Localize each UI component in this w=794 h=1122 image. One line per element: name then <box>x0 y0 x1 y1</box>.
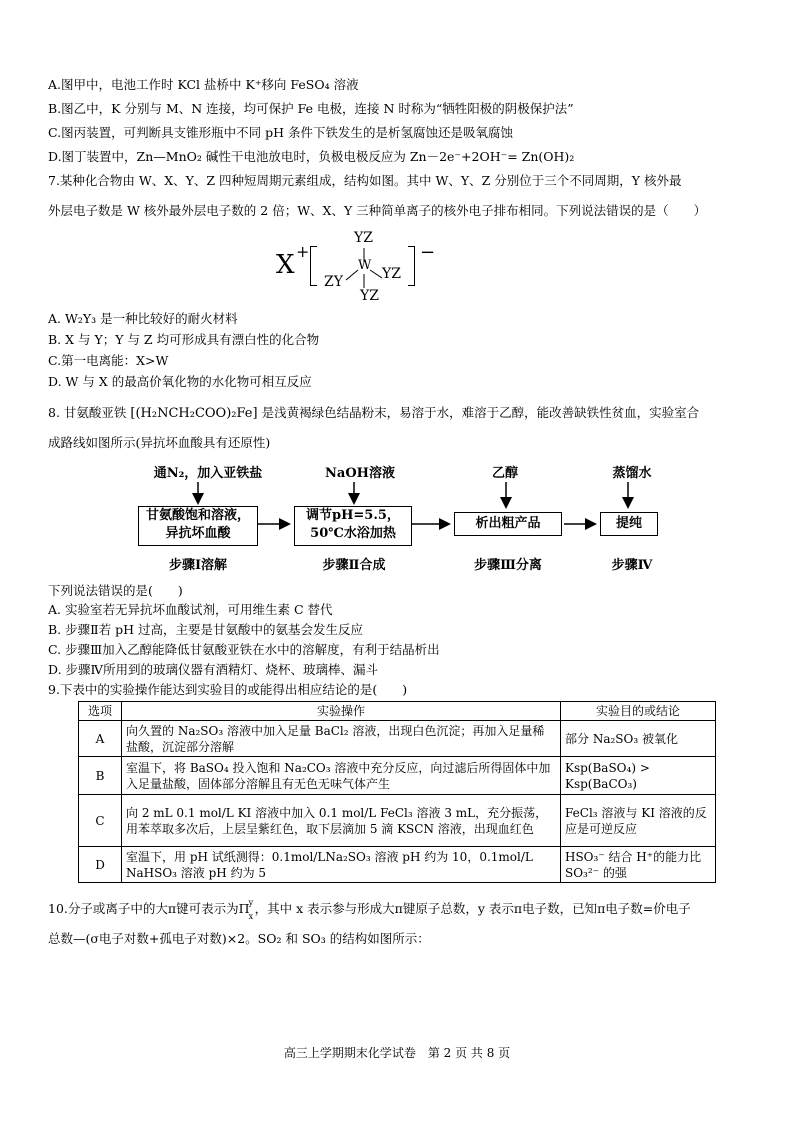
q9-header-option: 选项 <box>79 702 122 721</box>
q9-row-d-operation: 室温下，用 pH 试纸测得：0.1mol/LNa₂SO₃ 溶液 pH 约为 10，0.1mol/L NaHSO₃ 溶液 pH 约为 5 <box>122 847 561 883</box>
flow-box-purify <box>600 512 658 536</box>
q8-stem-line2: 成路线如图所示(异抗坏血酸具有还原性) <box>48 435 271 450</box>
q9-row-b-operation: 室温下，将 BaSO₄ 投入饱和 Na₂CO₃ 溶液中充分反应，向过滤后所得固体中加入足量盐酸，固体部分溶解且有无色无味气体产生 <box>122 757 561 795</box>
table-row <box>79 847 716 883</box>
q9-row-a-operation: 向久置的 Na₂SO₃ 溶液中加入足量 BaCl₂ 溶液，出现白色沉淀；再加入足量稀盐酸，沉淀部分溶解 <box>122 721 561 757</box>
flow-box-2-line2: 50℃水浴加热 <box>310 526 396 541</box>
q8-question: 下列说法错误的是( ) <box>48 583 183 598</box>
structure-right-ligand: YZ <box>382 266 401 282</box>
q9-header-row <box>79 702 716 721</box>
q8-option-a: A. 实验室若无异抗坏血酸试剂，可用维生素 C 替代 <box>48 602 333 617</box>
page-footer: 高三上学期期末化学试卷 第 2 页 共 8 页 <box>283 1046 511 1060</box>
q10-line2: 总数—(σ电子对数+孤电子对数)×2。SO₂ 和 SO₃ 的结构如图所示： <box>48 931 430 946</box>
q7-structure-diagram <box>272 228 452 308</box>
flow-step-2: 步骤Ⅱ合成 <box>322 558 386 573</box>
structure-cation: X <box>276 250 295 280</box>
q7-stem-line1: 7.某种化合物由 W、X、Y、Z 四种短周期元素组成，结构如图。其中 W、Y、Z 分别位于三个不同周期，Y 核外最 <box>48 173 682 188</box>
pi-subscript: x <box>248 912 254 921</box>
structure-top-ligand: YZ <box>354 230 373 246</box>
q6-option-a: A.图甲中，电池工作时 KCl 盐桥中 K⁺移向 FeSO₄ 溶液 <box>48 77 359 92</box>
pi-superscript: y <box>248 898 254 907</box>
flow-input-1: 通N₂，加入亚铁盐 <box>153 466 263 481</box>
q9-row-c-operation: 向 2 mL 0.1 mol/L KI 溶液中加入 0.1 mol/L FeCl₃ 溶液 3 mL，充分振荡，用苯萃取多次后，上层呈紫红色，取下层滴加 5 滴 KSCN 溶液，出现血红色 <box>122 795 561 847</box>
q8-prefix: 8. 甘氨酸亚铁 <box>48 405 127 420</box>
flow-box-synthesis <box>294 506 412 546</box>
flow-step-1: 步骤Ⅰ溶解 <box>168 558 228 573</box>
q8-stem-line1 <box>48 404 699 423</box>
flow-input-2: NaOH溶液 <box>325 466 395 481</box>
q8-stem-rest: 是浅黄褐绿色结晶粉末，易溶于水，难溶于乙醇，能改善缺铁性贫血，实验室合 <box>261 405 700 420</box>
q7-option-c: C.第一电离能：X>W <box>48 353 169 368</box>
pi-symbol: Π <box>238 901 250 916</box>
q9-row-c-option: C <box>79 795 122 847</box>
q8-flow-chart <box>0 458 794 576</box>
q9-header-operation: 实验操作 <box>122 702 561 721</box>
flow-box-separation <box>454 512 562 536</box>
structure-center: W <box>358 258 372 273</box>
flow-input-4: 蒸馏水 <box>612 466 652 481</box>
q9-row-b-option: B <box>79 757 122 795</box>
q9-row-c-conclusion: FeCl₃ 溶液与 KI 溶液的反应是可逆反应 <box>561 795 716 847</box>
flow-step-3: 步骤Ⅲ分离 <box>474 558 542 573</box>
q7-option-d: D. W 与 X 的最高价氧化物的水化物可相互反应 <box>48 374 312 389</box>
q6-option-c: C.图丙装置，可判断具支锥形瓶中不同 pH 条件下铁发生的是析氢腐蚀还是吸氧腐蚀 <box>48 125 513 140</box>
structure-right-bracket <box>408 246 415 286</box>
q10-line1-start: 10.分子或离子中的大π键可表示为 <box>48 901 239 916</box>
structure-bottom-ligand: YZ <box>360 288 379 304</box>
q6-option-b: B.图乙中，K 分别与 M、N 连接，均可保护 Fe 电极，连接 N 时称为“牺牲阳极的阴极保护法” <box>48 101 574 116</box>
q8-formula: [(H₂NCH₂COO)₂Fe] <box>130 406 258 421</box>
q9-row-b-conclusion: Ksp(BaSO₄) > Ksp(BaCO₃) <box>561 757 716 795</box>
q9-stem: 9.下表中的实验操作能达到实验目的或能得出相应结论的是( ) <box>48 682 408 697</box>
q9-row-a-option: A <box>79 721 122 757</box>
q9-row-d-conclusion: HSO₃⁻ 结合 H⁺的能力比 SO₃²⁻ 的强 <box>561 847 716 883</box>
flow-step-4: 步骤Ⅳ <box>611 558 653 573</box>
flow-box-1-line1: 甘氨酸饱和溶液， <box>145 508 250 523</box>
flow-box-1-line2: 异抗坏血酸 <box>165 526 231 541</box>
q8-option-c: C. 步骤Ⅲ加入乙醇能降低甘氨酸亚铁在水中的溶解度，有利于结晶析出 <box>48 642 440 657</box>
flow-box-4-line1: 提纯 <box>615 516 642 531</box>
q9-table <box>78 701 716 883</box>
q7-option-a: A. W₂Y₃ 是一种比较好的耐火材料 <box>48 311 238 326</box>
q6-option-d: D.图丁装置中，Zn—MnO₂ 碱性干电池放电时，负极电极反应为 Zn－2e⁻+2OH⁻= Zn(OH)₂ <box>48 149 575 164</box>
flow-box-3-line1: 析出粗产品 <box>475 516 541 531</box>
flow-box-2-line1: 调节pH=5.5， <box>306 508 400 523</box>
q8-option-d: D. 步骤Ⅳ所用到的玻璃仪器有酒精灯、烧杯、玻璃棒、漏斗 <box>48 662 379 677</box>
structure-cation-charge: + <box>296 242 310 261</box>
table-row <box>79 721 716 757</box>
q7-stem-line2: 外层电子数是 W 核外最外层电子数的 2 倍；W、X、Y 三种简单离子的核外电子排布相同。下列说法错误的是（ ） <box>48 203 707 218</box>
flow-input-3: 乙醇 <box>491 466 518 481</box>
structure-left-ligand: ZY <box>324 274 343 290</box>
table-row <box>79 757 716 795</box>
q10-line1-end: ，其中 x 表示参与形成大π键原子总数，y 表示π电子数，已知π电子数=价电子 <box>254 901 691 916</box>
q9-header-conclusion: 实验目的或结论 <box>561 702 716 721</box>
structure-anion-charge: − <box>420 242 436 263</box>
q8-option-b: B. 步骤Ⅱ若 pH 过高，主要是甘氨酸中的氨基会发生反应 <box>48 622 363 637</box>
q10-line1 <box>48 898 691 921</box>
q9-row-d-option: D <box>79 847 122 883</box>
q9-row-a-conclusion: 部分 Na₂SO₃ 被氧化 <box>561 721 716 757</box>
q7-option-b: B. X 与 Y；Y 与 Z 均可形成具有漂白性的化合物 <box>48 332 320 347</box>
flow-box-dissolve <box>138 506 258 546</box>
pi-bond-symbol <box>238 898 255 921</box>
table-row <box>79 795 716 847</box>
